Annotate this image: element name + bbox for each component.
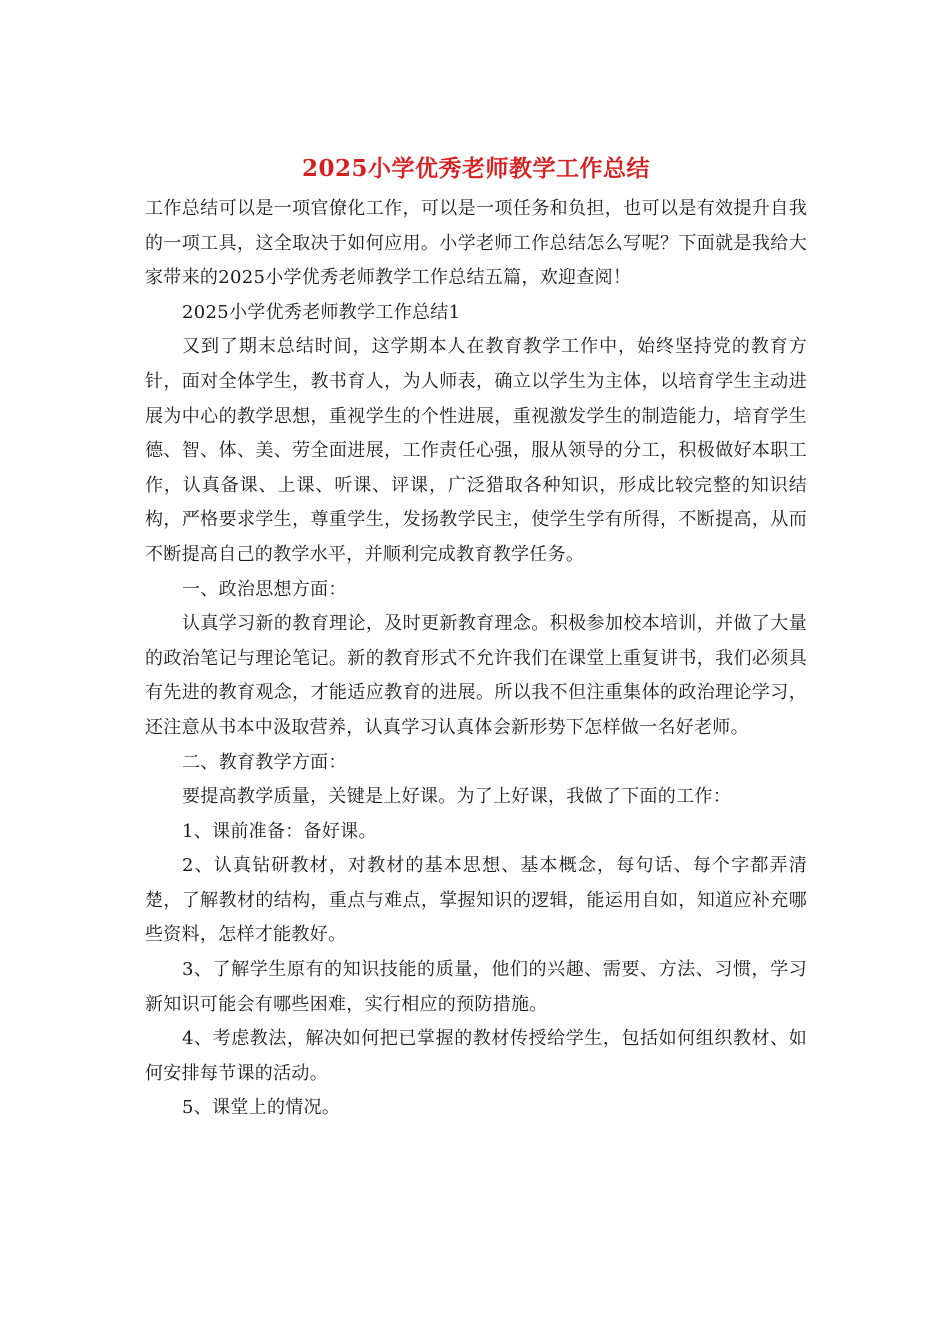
list-item: 3、了解学生原有的知识技能的质量，他们的兴趣、需要、方法、习惯，学习新知识可能会有哪些困难，实行相应的预防措施。 [145,959,807,1015]
section-heading: 二、教育教学方面： [182,751,347,773]
section-heading: 一、政治思想方面： [182,578,347,600]
list-item: 5、课堂上的情况。 [182,1097,341,1119]
document-body [145,192,807,1126]
body-paragraph: 工作总结可以是一项官僚化工作，可以是一项任务和负担，也可以是有效提升自我的一项工具，这全取决于如何应用。小学老师工作总结怎么写呢？下面就是我给大家带来的2025小学优秀老师教学工作总结五篇，欢迎查阅！ [145,198,807,289]
body-paragraph: 要提高教学质量，关键是上好课。为了上好课，我做了下面的工作： [182,786,731,808]
document-page [145,150,807,1126]
body-paragraph: 认真学习新的教育理论，及时更新教育理念。积极参加校本培训，并做了大量的政治笔记与理论笔记。新的教育形式不允许我们在课堂上重复讲书，我们必须具有先进的教育观念，才能适应教育的进展。所以我不但注重集体的政治理论学习，还注意从书本中汲取营养，认真学习认真体会新形势下怎样做一名好老师。 [145,613,807,738]
list-item: 1、课前准备：备好课。 [182,820,377,842]
section-heading: 2025小学优秀老师教学工作总结1 [182,301,461,323]
body-paragraph: 又到了期末总结时间，这学期本人在教育教学工作中，始终坚持党的教育方针，面对全体学生，教书育人，为人师表，确立以学生为主体，以培育学生主动进展为中心的教学思想，重视学生的个性进展，重视激发学生的制造能力，培育学生德、智、体、美、劳全面进展，工作责任心强，服从领导的分工，积极做好本职工作，认真备课、上课、听课、评课，广泛猎取各种知识，形成比较完整的知识结构，严格要求学生，尊重学生，发扬教学民主，使学生学有所得，不断提高，从而不断提高自己的教学水平，并顺利完成教育教学任务。 [145,336,807,565]
list-item: 2、认真钻研教材，对教材的基本思想、基本概念，每句话、每个字都弄清楚，了解教材的结构，重点与难点，掌握知识的逻辑，能运用自如，知道应补充哪些资料，怎样才能教好。 [145,855,807,946]
list-item: 4、考虑教法，解决如何把已掌握的教材传授给学生，包括如何组织教材、如何安排每节课的活动。 [145,1028,807,1084]
document-title: 2025小学优秀老师教学工作总结 [301,155,650,182]
